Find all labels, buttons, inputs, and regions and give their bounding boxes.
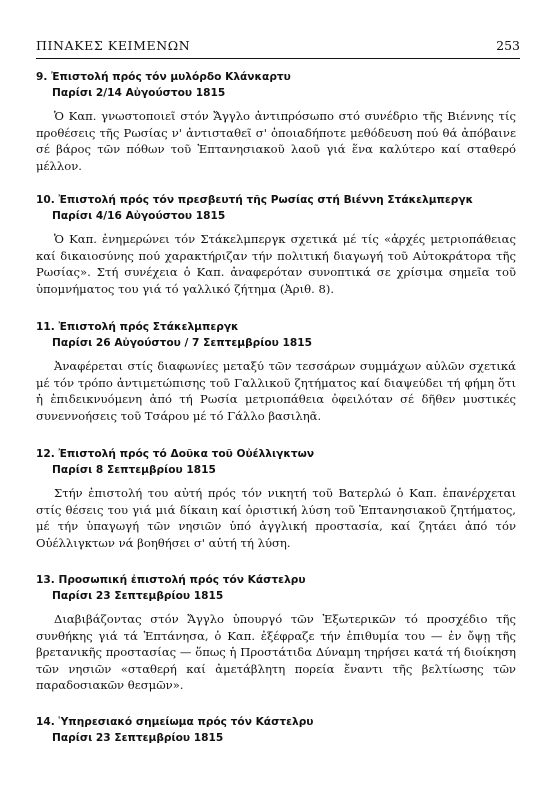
- entry-place-date: Παρίσι 26 Αὐγούστου / 7 Σεπτεμβρίου 1815: [52, 337, 312, 349]
- entry-text: Ἀναφέρεται στίς διαφωνίες μεταξύ τῶν τεσσάρων συμμάχων αὐλῶν σχετικά μέ τόν τρόπο ἀντιμετώπισης τοῦ Γαλλικοῦ ζητήματος καί διαψεύδει τή φήμη ὅτι ἡ ἐπιδεικνυόμενη ἀπό τή Ρωσία μετριοπάθεια ὀφειλόταν σέ δῆθεν μυστικές συνεννοήσεις τοῦ Τσάρου μέ τό Γάλλο βασιληᾶ.: [36, 359, 516, 423]
- entry-12: [36, 447, 516, 551]
- entry-text: Στήν ἐπιστολή του αὐτή πρός τόν νικητή τοῦ Βατερλώ ὁ Καπ. ἐπανέρχεται στίς θέσεις του γιά μιά δίκαιη καί ὁριστική λύση τοῦ Ἑπτανησιακοῦ ζητήματος, μέ τήν ὑπαγωγή τῶν νησιῶν ὑπό ἀγγλική προστασία, καί ζητάει ἀπό τόν Οὐέλλιγκτων νά βοηθήσει σ' αὐτή τή λύση.: [36, 486, 516, 550]
- entry-14: [36, 715, 516, 745]
- entry-heading: 13. Προσωπική ἐπιστολή πρός τόν Κάστελρυ: [36, 574, 306, 586]
- entry-place-date: Παρίσι 23 Σεπτεμβρίου 1815: [52, 590, 224, 602]
- running-header: [36, 38, 520, 59]
- entry-heading: 14. Ὑπηρεσιακό σημείωμα πρός τόν Κάστελρυ: [36, 716, 314, 728]
- page-number: 253: [496, 38, 520, 53]
- entry-13: [36, 573, 516, 694]
- running-title: ΠΙΝΑΚΕΣ ΚΕΙΜΕΝΩΝ: [36, 38, 191, 53]
- entry-heading: 11. Ἐπιστολή πρός Στάκελμπεργκ: [36, 321, 239, 333]
- entry-text: Ὁ Καπ. γνωστοποιεῖ στόν Ἄγγλο ἀντιπρόσωπο στό συνέδριο τῆς Βιέννης τίς προθέσεις τῆς Ρωσίας ν' ἀντισταθεῖ σ' ὁποιαδήποτε μεθόδευση πού θά ἀπόβαινε σέ βάρος τῶν πόθων τοῦ Ἑπτανησιακοῦ λαοῦ γιά ἕνα καλύτερο καί σταθερό μέλλον.: [36, 109, 516, 173]
- entry-place-date: Παρίσι 8 Σεπτεμβρίου 1815: [52, 464, 216, 476]
- entry-place-date: Παρίσι 4/16 Αὐγούστου 1815: [52, 210, 226, 222]
- entry-text: Διαβιβάζοντας στόν Ἄγγλο ὑπουργό τῶν Ἐξωτερικῶν τό προσχέδιο τῆς συνθήκης γιά τά Ἑπτάνησα, ὁ Καπ. ἐξέφραζε τήν ἐπιθυμία του — ἐν ὄψῃ τῆς βρετανικῆς προστασίας — ὅπως ἡ Προστάτιδα Δύναμη τηρήσει κατά τή διοίκηση τῶν νησιῶν «σταθερή καί ἀμετάβλητη πορεία ἔναντι τῆς βελτίωσης τῶν παραδοσιακῶν θεσμῶν».: [36, 612, 516, 693]
- entry-heading: 9. Ἐπιστολή πρός τόν μυλόρδο Κλάνκαρτυ: [36, 71, 291, 83]
- entry-10: [36, 193, 516, 297]
- entry-heading: 10. Ἐπιστολή πρός τόν πρεσβευτή τῆς Ρωσίας στή Βιέννη Στάκελμπεργκ: [36, 194, 474, 206]
- entry-place-date: Παρίσι 23 Σεπτεμβρίου 1815: [52, 732, 224, 744]
- entry-text: Ὁ Καπ. ἐνημερώνει τόν Στάκελμπεργκ σχετικά μέ τίς «ἀρχές μετριοπάθειας καί δικαιοσύνης πού χαρακτήριζαν τήν πολιτική διαγωγή τοῦ Αὐτοκράτορα τῆς Ρωσίας». Στή συνέχεια ὁ Καπ. ἀναφερόταν συνοπτικά σε χρίσιμα σημεῖα τοῦ ὑπομνήματος του γιά τό γαλλικό ζήτημα (Ἀριθ. 8).: [36, 232, 516, 296]
- entry-11: [36, 320, 516, 424]
- entry-place-date: Παρίσι 2/14 Αὐγούστου 1815: [52, 87, 226, 99]
- entry-heading: 12. Ἐπιστολή πρός τό Δοῦκα τοῦ Οὐέλλιγκτων: [36, 448, 315, 460]
- entry-9: [36, 70, 516, 174]
